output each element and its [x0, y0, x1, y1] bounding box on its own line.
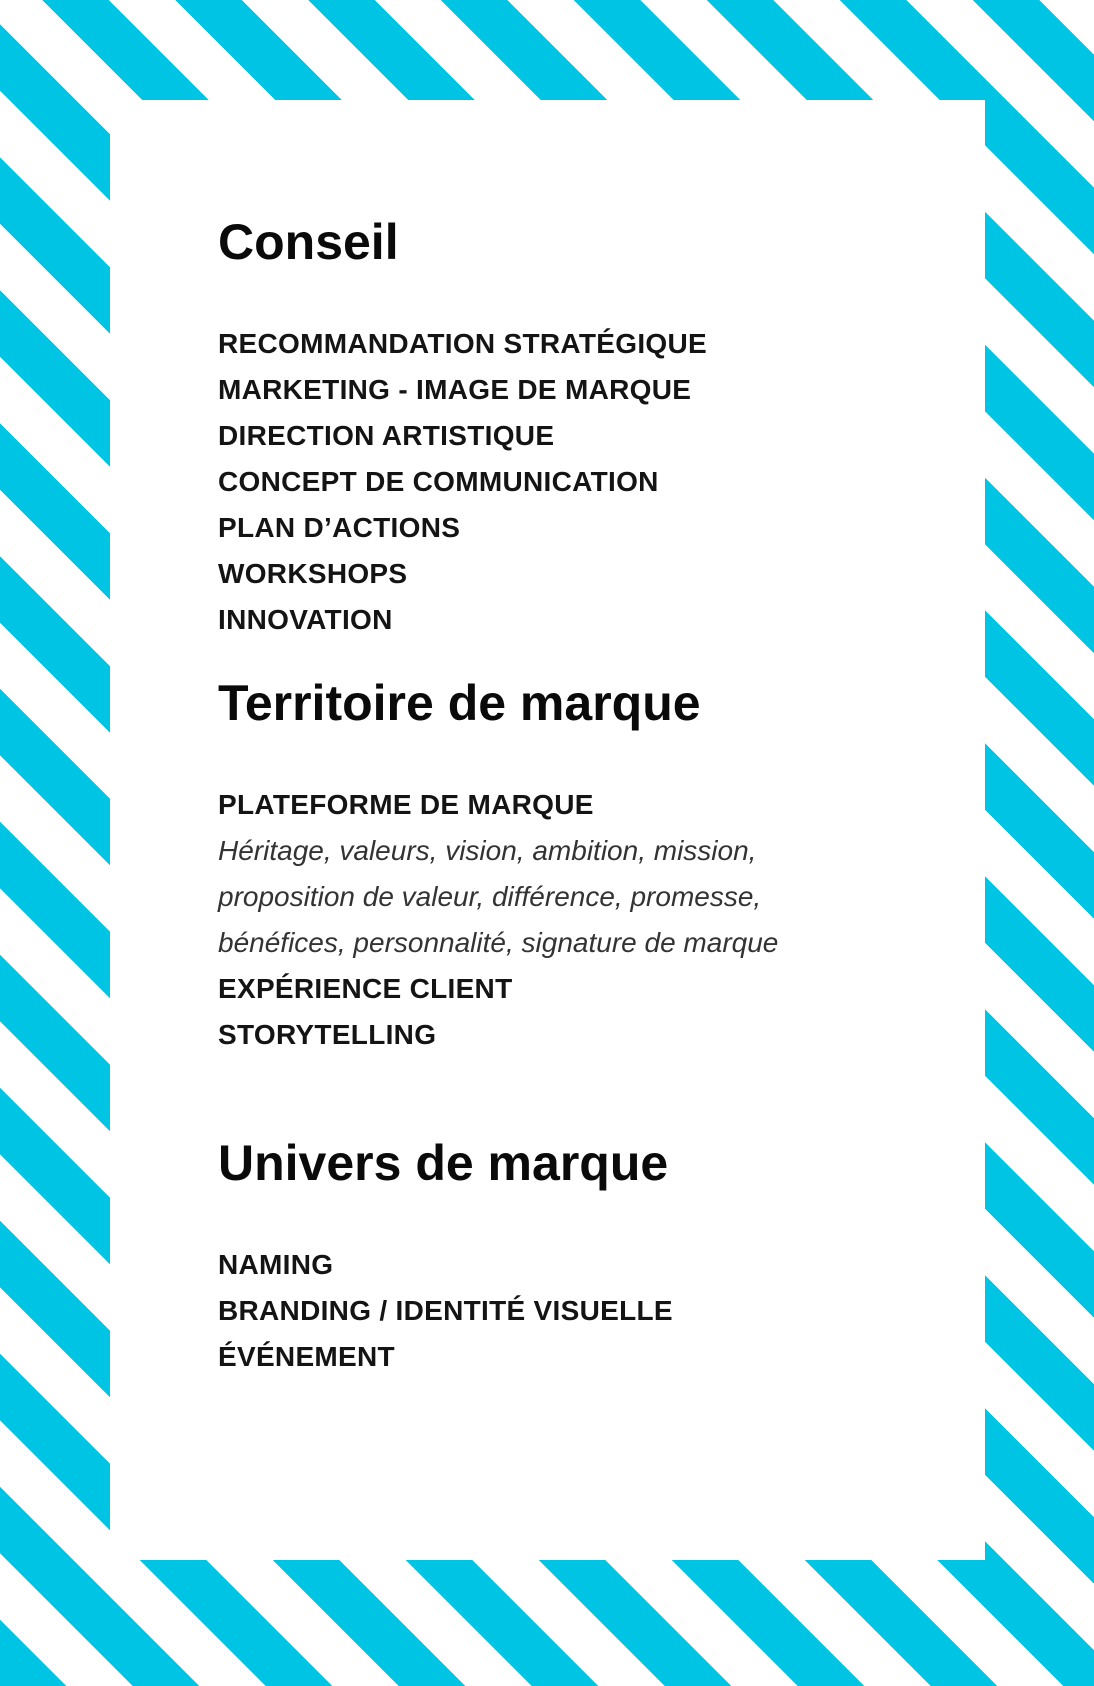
list-item: EXPÉRIENCE CLIENT	[218, 973, 513, 1004]
list-item: STORYTELLING	[218, 1019, 437, 1050]
list-item: INNOVATION	[218, 604, 393, 635]
section-title-univers: Univers de marque	[218, 1135, 669, 1191]
list-item: DIRECTION ARTISTIQUE	[218, 420, 555, 451]
list-item: ÉVÉNEMENT	[218, 1341, 395, 1372]
univers-list	[218, 1242, 673, 1380]
list-item: BRANDING / IDENTITÉ VISUELLE	[218, 1295, 673, 1326]
conseil-list	[218, 321, 707, 643]
brand-platform-description: Héritage, valeurs, vision, ambition, mission, proposition de valeur, différence, promesse, bénéfices, personnalité, signature de marque	[218, 835, 779, 958]
list-item: MARKETING - IMAGE DE MARQUE	[218, 374, 692, 405]
list-item: PLAN D’ACTIONS	[218, 512, 461, 543]
section-title-conseil: Conseil	[218, 214, 399, 270]
list-item: NAMING	[218, 1249, 334, 1280]
section-title-territoire: Territoire de marque	[218, 675, 701, 731]
list-item: WORKSHOPS	[218, 558, 408, 589]
list-item: PLATEFORME DE MARQUE	[218, 789, 594, 820]
list-item: RECOMMANDATION STRATÉGIQUE	[218, 328, 707, 359]
territoire-list	[218, 782, 828, 1058]
list-item: CONCEPT DE COMMUNICATION	[218, 466, 659, 497]
